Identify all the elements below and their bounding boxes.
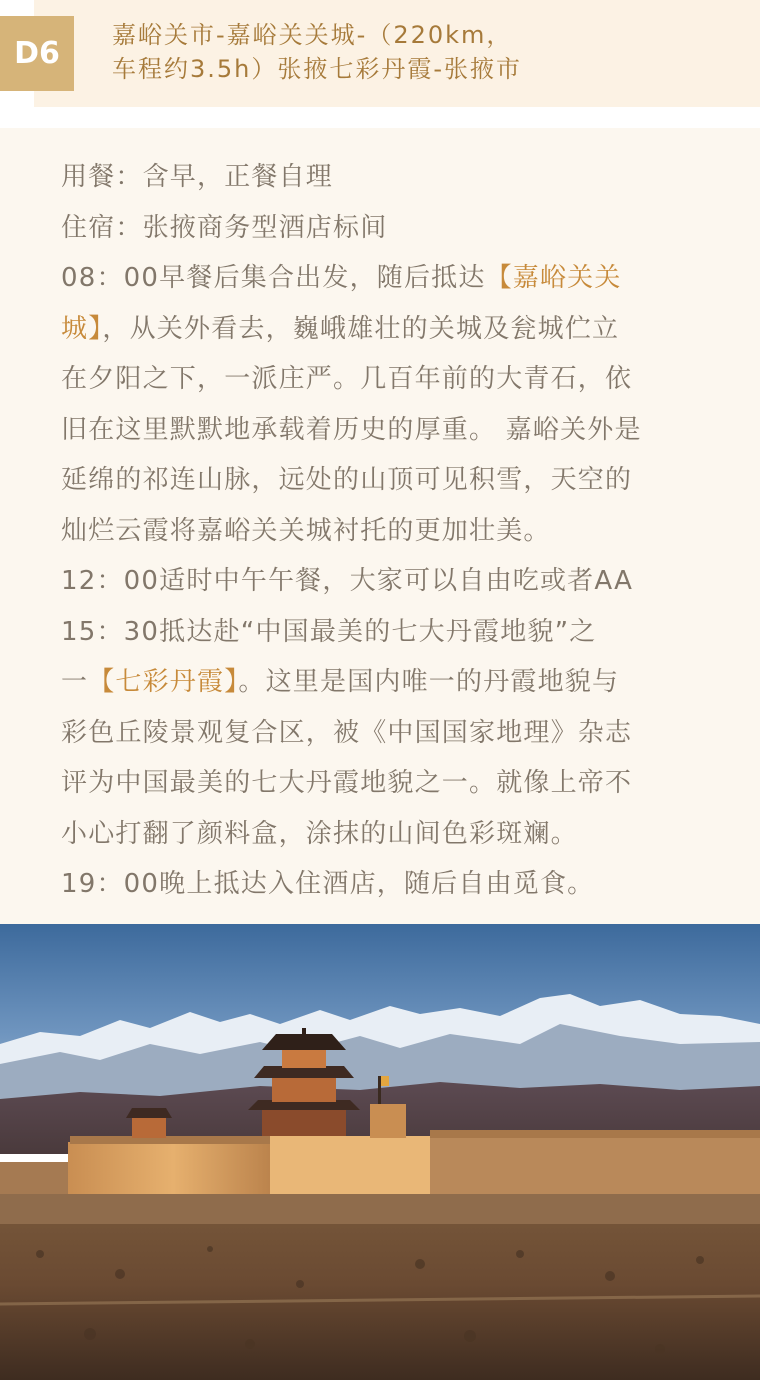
itinerary-line: 15：30抵达赴“中国最美的七大丹霞地貌”之 (61, 616, 597, 647)
day-badge: D6 (0, 16, 74, 91)
highlight-jiayuguan: 【嘉峪关关 (485, 263, 622, 293)
lodging-info: 住宿：张掖商务型酒店标间 (61, 212, 388, 243)
itinerary-text (61, 152, 701, 910)
itinerary-text-segment: ，从关外看去，巍峨雄壮的关城及瓮城伫立 (102, 313, 620, 344)
highlight-jiayuguan-end: 城】 (61, 313, 103, 344)
itinerary-text-segment: 一 (61, 667, 89, 697)
wall-base (0, 1194, 760, 1224)
landscape-illustration (0, 924, 760, 1380)
jiayuguan-fortress-photo (0, 924, 760, 1380)
itinerary-line: 彩色丘陵景观复合区，被《中国国家地理》杂志 (61, 717, 633, 748)
itinerary-line: 旧在这里默默地承载着历史的厚重。 嘉峪关外是 (61, 414, 642, 445)
itinerary-line: 12：00适时中午午餐，大家可以自由吃或者AA (61, 566, 634, 596)
main-wall-center (270, 1136, 435, 1202)
flag (381, 1076, 389, 1086)
itinerary-line (61, 253, 701, 304)
itinerary-content (0, 128, 760, 924)
itinerary-text-segment: 。这里是国内唯一的丹霞地貌与 (238, 667, 620, 697)
corner-tower (370, 1104, 406, 1138)
itinerary-line: 小心打翻了颜料盒，涂抹的山间色彩斑斓。 (61, 818, 578, 849)
main-wall-left (68, 1142, 278, 1202)
main-wall-right (430, 1136, 760, 1202)
day-title-line-1: 嘉峪关市-嘉峪关关城-（220km， (112, 21, 513, 49)
itinerary-line (61, 657, 701, 708)
itinerary-line (61, 304, 701, 355)
small-pavilion (126, 1108, 172, 1138)
day-title (112, 18, 712, 86)
itinerary-line: 19：00晚上抵达入住酒店，随后自由觅食。 (61, 869, 595, 899)
highlight-danxia: 【七彩丹霞】 (88, 667, 239, 697)
itinerary-line: 在夕阳之下，一派庄严。几百年前的大青石，依 (61, 364, 633, 394)
itinerary-text-segment: 08：00早餐后集合出发，随后抵达 (61, 263, 486, 293)
itinerary-line: 评为中国最美的七大丹霞地貌之一。就像上帝不 (61, 768, 633, 798)
flag-pole (378, 1076, 381, 1104)
itinerary-line: 灿烂云霞将嘉峪关关城衬托的更加壮美。 (61, 515, 551, 546)
meals-info: 用餐：含早，正餐自理 (61, 162, 334, 192)
itinerary-line: 延绵的祁连山脉，远处的山顶可见积雪，天空的 (61, 465, 633, 495)
day-title-line-2: 车程约3.5h）张掖七彩丹霞-张掖市 (112, 55, 523, 83)
